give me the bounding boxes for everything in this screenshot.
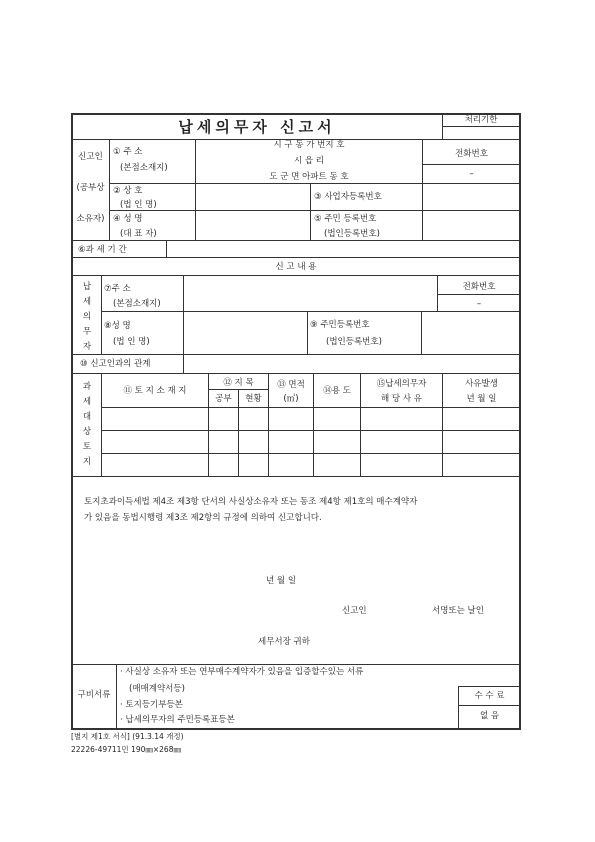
docs-item-3: · 납세의무자의 주민등록표등본 <box>120 715 235 725</box>
col-category-official: 공부 <box>215 394 232 404</box>
col-category-current: 현황 <box>245 394 262 404</box>
reporter-resident-label: ⑤ 주민 등록번호 <box>314 214 377 224</box>
taxpayer-phone-label: 전화번호 <box>462 282 496 292</box>
reporter-trade-name-label: ② 상 호 <box>113 186 143 196</box>
border-right <box>519 113 521 730</box>
report-content-header: 신 고 내 용 <box>275 262 317 272</box>
tax-report-form: 납세의무자 신고서 처리기한 신고인 (공부상 소유자) ① 주 소 (본점소재지) 시 구 동 가 번지 호 시 읍 리 도 군 면 아파트 동 호 전화번호 – ② 상 호 (법 인 명) ③ 사업자등록번호 ④ 성 명 (대 표 자) ⑤ 주민 등록번호 (법인등록번호) ⑥과 세 기 간 신 고 내 용 납 세 의 무 자 ⑦주 소 (본점소재지) 전화번호 – ⑧성 명 (법 인 명) ⑨ 주민등록번호 (법인등록번호) ⑩ 신고인과의 관계 과 세 대 상 토 지 ⑪ 토 지 소 재 지 ⑫ 지 목 공부 현황 ⑬ 면적 (㎡) ⑭용 도 ⑮납세의무자 해 당 사 유 사유발생 년 월 일 토지초과이득세법 제4조 제3항 단서의 사실상소유자 또는 동조 제4항 제1호의 매수계약자 가 있음을 동법시행령 제3조 제2항의 규정에 의하여 신고합니다. 년 월 일 신고인 서명또는 날인 세무서장 귀하 구비서류 · 사실상 소유자 또는 연부매수계약자가 있음을 입증할수있는 서류 (매매계약서등) · 토지등기부등본 · 납세의무자의 주민등록표등본 수 수 료 없 음 [별지 제1호 서식] (91.3.14 개정) 22226-49711민 190㎜×268㎜ <box>0 0 595 842</box>
reporter-biz-reg-label: ③ 사업자등록번호 <box>314 192 382 202</box>
reporter-address-line3: 도 군 면 아파트 동 호 <box>269 172 349 182</box>
form-number: [별지 제1호 서식] (91.3.14 개정) <box>71 732 184 741</box>
declaration-date: 년 월 일 <box>266 576 297 586</box>
docs-item-1: · 사실상 소유자 또는 연부매수계약자가 있음을 입증할수있는 서류 <box>120 667 364 677</box>
reporter-address-label: ① 주 소 <box>113 147 143 157</box>
processing-period-label: 처리기한 <box>464 115 498 125</box>
land-group-label: 과 세 대 상 토 지 <box>82 382 92 467</box>
form-title: 납세의무자 신고서 <box>178 118 336 136</box>
taxpayer-group-label: 납 세 의 무 자 <box>82 282 92 352</box>
fee-label: 수 수 료 <box>474 691 505 701</box>
reporter-address-line1: 시 구 동 가 번지 호 <box>273 140 345 150</box>
col-date: 사유발생 <box>465 379 498 389</box>
border-bottom <box>71 728 521 730</box>
docs-label: 구비서류 <box>77 690 111 700</box>
taxpayer-resident-label: ⑨ 주민등록번호 <box>310 320 370 330</box>
col-area: ⑬ 면적 <box>277 380 305 390</box>
docs-item-2: · 토지등기부등본 <box>120 700 183 710</box>
taxpayer-name-label: ⑧성 명 <box>104 321 131 331</box>
form-spec: 22226-49711민 190㎜×268㎜ <box>71 745 181 754</box>
col-reason: ⑮납세의무자 <box>376 379 427 389</box>
fee-value: 없 음 <box>479 711 500 721</box>
col-location: ⑪ 토 지 소 재 지 <box>123 386 187 396</box>
declaration-reporter: 신고인 <box>342 606 367 616</box>
reporter-group-label: 신고인 <box>78 152 103 162</box>
reporter-phone-label: 전화번호 <box>455 149 488 159</box>
relation-label: ⑩ 신고인과의 관계 <box>80 359 151 369</box>
declaration-addressee: 세무서장 귀하 <box>258 637 310 647</box>
reporter-name-label: ④ 성 명 <box>113 214 143 224</box>
col-use: ⑭용 도 <box>323 386 351 396</box>
taxpayer-phone-value[interactable]: – <box>476 299 482 309</box>
docs-item-1-note: (매매계약서등) <box>129 684 185 694</box>
signature-placeholder: 서명또는 날인 <box>432 606 484 616</box>
declaration-text-line1: 토지초과이득세법 제4조 제3항 단서의 사실상소유자 또는 동조 제4항 제1호의 매수계약자 <box>84 497 418 507</box>
declaration-text-line2: 가 있음을 동법시행령 제3조 제2항의 규정에 의하여 신고합니다. <box>84 513 322 523</box>
taxpayer-address-label: ⑦주 소 <box>104 284 131 294</box>
tax-period-label: ⑥과 세 기 간 <box>78 245 127 255</box>
reporter-phone-value[interactable]: – <box>469 169 474 179</box>
reporter-address-line2: 시 읍 리 <box>293 156 325 166</box>
col-category: ⑫ 지 목 <box>223 378 254 388</box>
border-left <box>71 113 73 730</box>
